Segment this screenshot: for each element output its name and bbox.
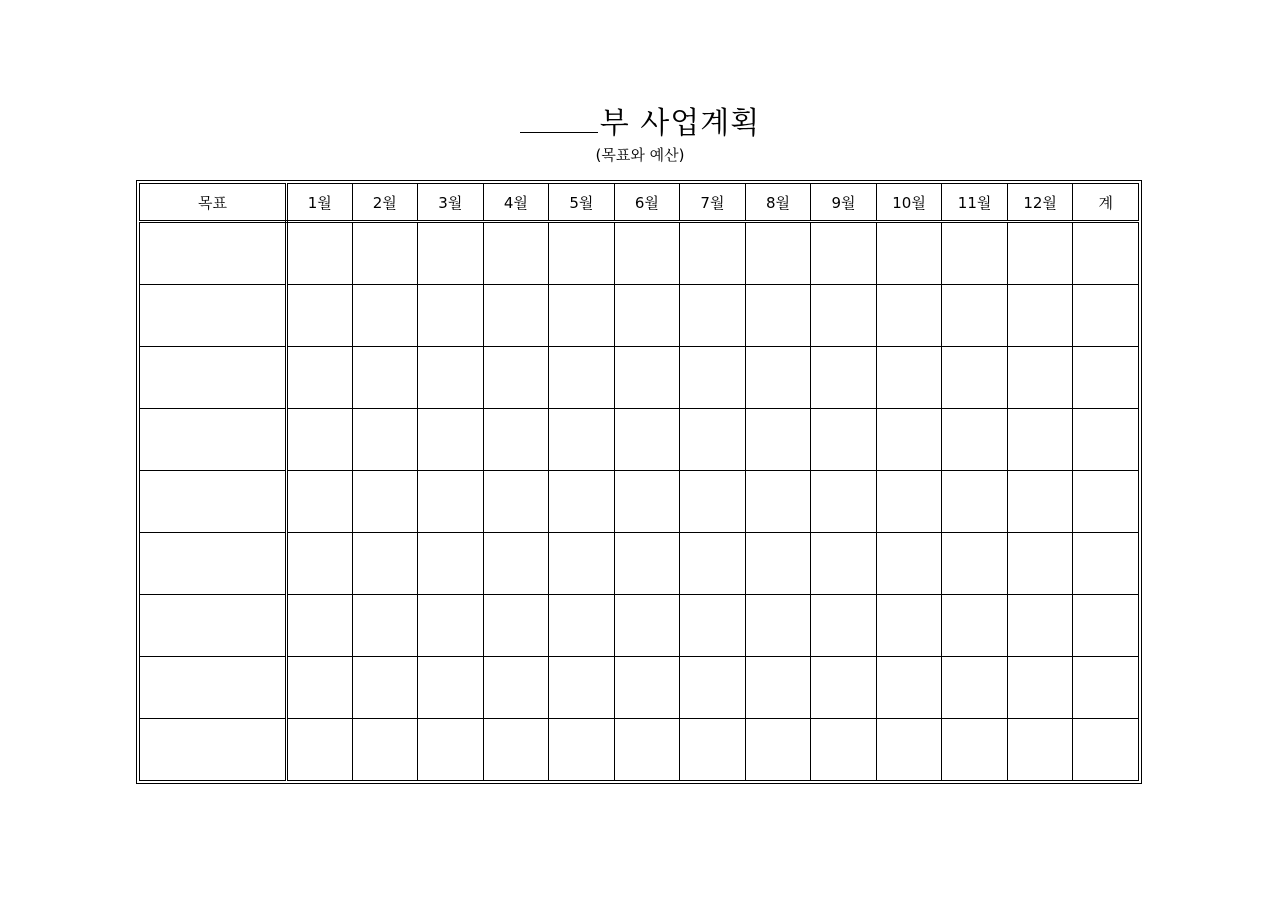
- header-month: 3월: [418, 184, 484, 222]
- month-cell[interactable]: [811, 595, 877, 657]
- month-cell[interactable]: [942, 285, 1008, 347]
- month-cell[interactable]: [287, 719, 353, 781]
- month-cell[interactable]: [942, 719, 1008, 781]
- month-cell[interactable]: [876, 719, 942, 781]
- month-cell[interactable]: [352, 285, 418, 347]
- header-month: 11월: [942, 184, 1008, 222]
- month-cell[interactable]: [1007, 595, 1073, 657]
- goal-cell[interactable]: [140, 285, 287, 347]
- month-cell[interactable]: [745, 222, 811, 285]
- month-cell[interactable]: [352, 595, 418, 657]
- month-cell[interactable]: [745, 347, 811, 409]
- month-cell[interactable]: [418, 657, 484, 719]
- table-row: [140, 471, 1139, 533]
- total-cell[interactable]: [1073, 409, 1139, 471]
- month-cell[interactable]: [418, 595, 484, 657]
- goal-cell[interactable]: [140, 657, 287, 719]
- month-cell[interactable]: [1007, 471, 1073, 533]
- table-row: [140, 657, 1139, 719]
- month-cell[interactable]: [942, 222, 1008, 285]
- header-month: 2월: [352, 184, 418, 222]
- month-cell[interactable]: [811, 533, 877, 595]
- month-cell[interactable]: [745, 285, 811, 347]
- month-cell[interactable]: [942, 347, 1008, 409]
- month-cell[interactable]: [680, 657, 746, 719]
- month-cell[interactable]: [418, 533, 484, 595]
- month-cell[interactable]: [483, 222, 549, 285]
- month-cell[interactable]: [549, 409, 615, 471]
- month-cell[interactable]: [811, 285, 877, 347]
- document-title: [0, 102, 1280, 143]
- month-cell[interactable]: [418, 719, 484, 781]
- month-cell[interactable]: [811, 657, 877, 719]
- month-cell[interactable]: [614, 471, 680, 533]
- month-cell[interactable]: [352, 409, 418, 471]
- month-cell[interactable]: [745, 719, 811, 781]
- total-cell[interactable]: [1073, 222, 1139, 285]
- month-cell[interactable]: [549, 595, 615, 657]
- month-cell[interactable]: [942, 409, 1008, 471]
- month-cell[interactable]: [680, 533, 746, 595]
- table-row: [140, 533, 1139, 595]
- header-month: 9월: [811, 184, 877, 222]
- title-text: 부 사업계획: [599, 106, 761, 141]
- month-cell[interactable]: [614, 347, 680, 409]
- department-name-blank[interactable]: [520, 102, 598, 133]
- month-cell[interactable]: [549, 222, 615, 285]
- month-cell[interactable]: [483, 285, 549, 347]
- header-total: 계: [1073, 184, 1139, 222]
- document-subtitle: (목표와 예산): [595, 146, 685, 164]
- header-month: 1월: [287, 184, 353, 222]
- month-cell[interactable]: [549, 657, 615, 719]
- month-cell[interactable]: [876, 285, 942, 347]
- month-cell[interactable]: [483, 533, 549, 595]
- month-cell[interactable]: [483, 719, 549, 781]
- goal-cell[interactable]: [140, 347, 287, 409]
- total-cell[interactable]: [1073, 595, 1139, 657]
- table-row: [140, 347, 1139, 409]
- month-cell[interactable]: [680, 595, 746, 657]
- table-row: [140, 719, 1139, 781]
- table-row: [140, 595, 1139, 657]
- month-cell[interactable]: [942, 471, 1008, 533]
- month-cell[interactable]: [614, 285, 680, 347]
- header-month: 10월: [876, 184, 942, 222]
- month-cell[interactable]: [614, 595, 680, 657]
- month-cell[interactable]: [352, 222, 418, 285]
- header-month: 6월: [614, 184, 680, 222]
- month-cell[interactable]: [811, 409, 877, 471]
- total-cell[interactable]: [1073, 471, 1139, 533]
- month-cell[interactable]: [287, 533, 353, 595]
- month-cell[interactable]: [352, 533, 418, 595]
- month-cell[interactable]: [1007, 285, 1073, 347]
- month-cell[interactable]: [876, 222, 942, 285]
- month-cell[interactable]: [287, 595, 353, 657]
- month-cell[interactable]: [876, 533, 942, 595]
- month-cell[interactable]: [811, 222, 877, 285]
- month-cell[interactable]: [811, 719, 877, 781]
- month-cell[interactable]: [876, 657, 942, 719]
- month-cell[interactable]: [1007, 409, 1073, 471]
- month-cell[interactable]: [549, 285, 615, 347]
- month-cell[interactable]: [1007, 719, 1073, 781]
- total-cell[interactable]: [1073, 285, 1139, 347]
- month-cell[interactable]: [680, 347, 746, 409]
- header-month: 7월: [680, 184, 746, 222]
- month-cell[interactable]: [680, 719, 746, 781]
- month-cell[interactable]: [680, 409, 746, 471]
- month-cell[interactable]: [287, 222, 353, 285]
- month-cell[interactable]: [745, 471, 811, 533]
- month-cell[interactable]: [549, 533, 615, 595]
- month-cell[interactable]: [418, 409, 484, 471]
- plan-table-frame: [136, 180, 1142, 784]
- total-cell[interactable]: [1073, 719, 1139, 781]
- header-row: [140, 184, 1139, 222]
- month-cell[interactable]: [614, 657, 680, 719]
- month-cell[interactable]: [418, 285, 484, 347]
- month-cell[interactable]: [483, 347, 549, 409]
- month-cell[interactable]: [352, 471, 418, 533]
- month-cell[interactable]: [942, 657, 1008, 719]
- month-cell[interactable]: [483, 471, 549, 533]
- month-cell[interactable]: [549, 471, 615, 533]
- month-cell[interactable]: [1007, 222, 1073, 285]
- month-cell[interactable]: [483, 595, 549, 657]
- month-cell[interactable]: [287, 347, 353, 409]
- month-cell[interactable]: [876, 409, 942, 471]
- total-cell[interactable]: [1073, 347, 1139, 409]
- total-cell[interactable]: [1073, 657, 1139, 719]
- month-cell[interactable]: [745, 657, 811, 719]
- month-cell[interactable]: [942, 595, 1008, 657]
- month-cell[interactable]: [680, 222, 746, 285]
- month-cell[interactable]: [287, 471, 353, 533]
- total-cell[interactable]: [1073, 533, 1139, 595]
- goal-cell[interactable]: [140, 533, 287, 595]
- month-cell[interactable]: [680, 285, 746, 347]
- month-cell[interactable]: [418, 222, 484, 285]
- table-row: [140, 285, 1139, 347]
- month-cell[interactable]: [680, 471, 746, 533]
- goal-cell[interactable]: [140, 719, 287, 781]
- month-cell[interactable]: [876, 471, 942, 533]
- month-cell[interactable]: [745, 533, 811, 595]
- header-month: 5월: [549, 184, 615, 222]
- month-cell[interactable]: [287, 409, 353, 471]
- header-month: 12월: [1007, 184, 1073, 222]
- month-cell[interactable]: [745, 595, 811, 657]
- month-cell[interactable]: [1007, 533, 1073, 595]
- month-cell[interactable]: [1007, 347, 1073, 409]
- month-cell[interactable]: [549, 347, 615, 409]
- header-month: 4월: [483, 184, 549, 222]
- month-cell[interactable]: [287, 285, 353, 347]
- goal-cell[interactable]: [140, 595, 287, 657]
- month-cell[interactable]: [614, 533, 680, 595]
- header-goal: 목표: [140, 184, 287, 222]
- month-cell[interactable]: [418, 471, 484, 533]
- month-cell[interactable]: [418, 347, 484, 409]
- month-cell[interactable]: [614, 222, 680, 285]
- month-cell[interactable]: [876, 347, 942, 409]
- month-cell[interactable]: [352, 719, 418, 781]
- goal-cell[interactable]: [140, 409, 287, 471]
- table-row: [140, 409, 1139, 471]
- month-cell[interactable]: [811, 347, 877, 409]
- month-cell[interactable]: [942, 533, 1008, 595]
- plan-table-body: [140, 184, 1139, 781]
- month-cell[interactable]: [745, 409, 811, 471]
- month-cell[interactable]: [549, 719, 615, 781]
- table-row: [140, 222, 1139, 285]
- month-cell[interactable]: [352, 657, 418, 719]
- month-cell[interactable]: [287, 657, 353, 719]
- month-cell[interactable]: [1007, 657, 1073, 719]
- month-cell[interactable]: [614, 719, 680, 781]
- goal-cell[interactable]: [140, 222, 287, 285]
- business-plan-table: [139, 183, 1139, 781]
- month-cell[interactable]: [352, 347, 418, 409]
- header-month: 8월: [745, 184, 811, 222]
- month-cell[interactable]: [483, 657, 549, 719]
- month-cell[interactable]: [876, 595, 942, 657]
- month-cell[interactable]: [811, 471, 877, 533]
- goal-cell[interactable]: [140, 471, 287, 533]
- month-cell[interactable]: [483, 409, 549, 471]
- month-cell[interactable]: [614, 409, 680, 471]
